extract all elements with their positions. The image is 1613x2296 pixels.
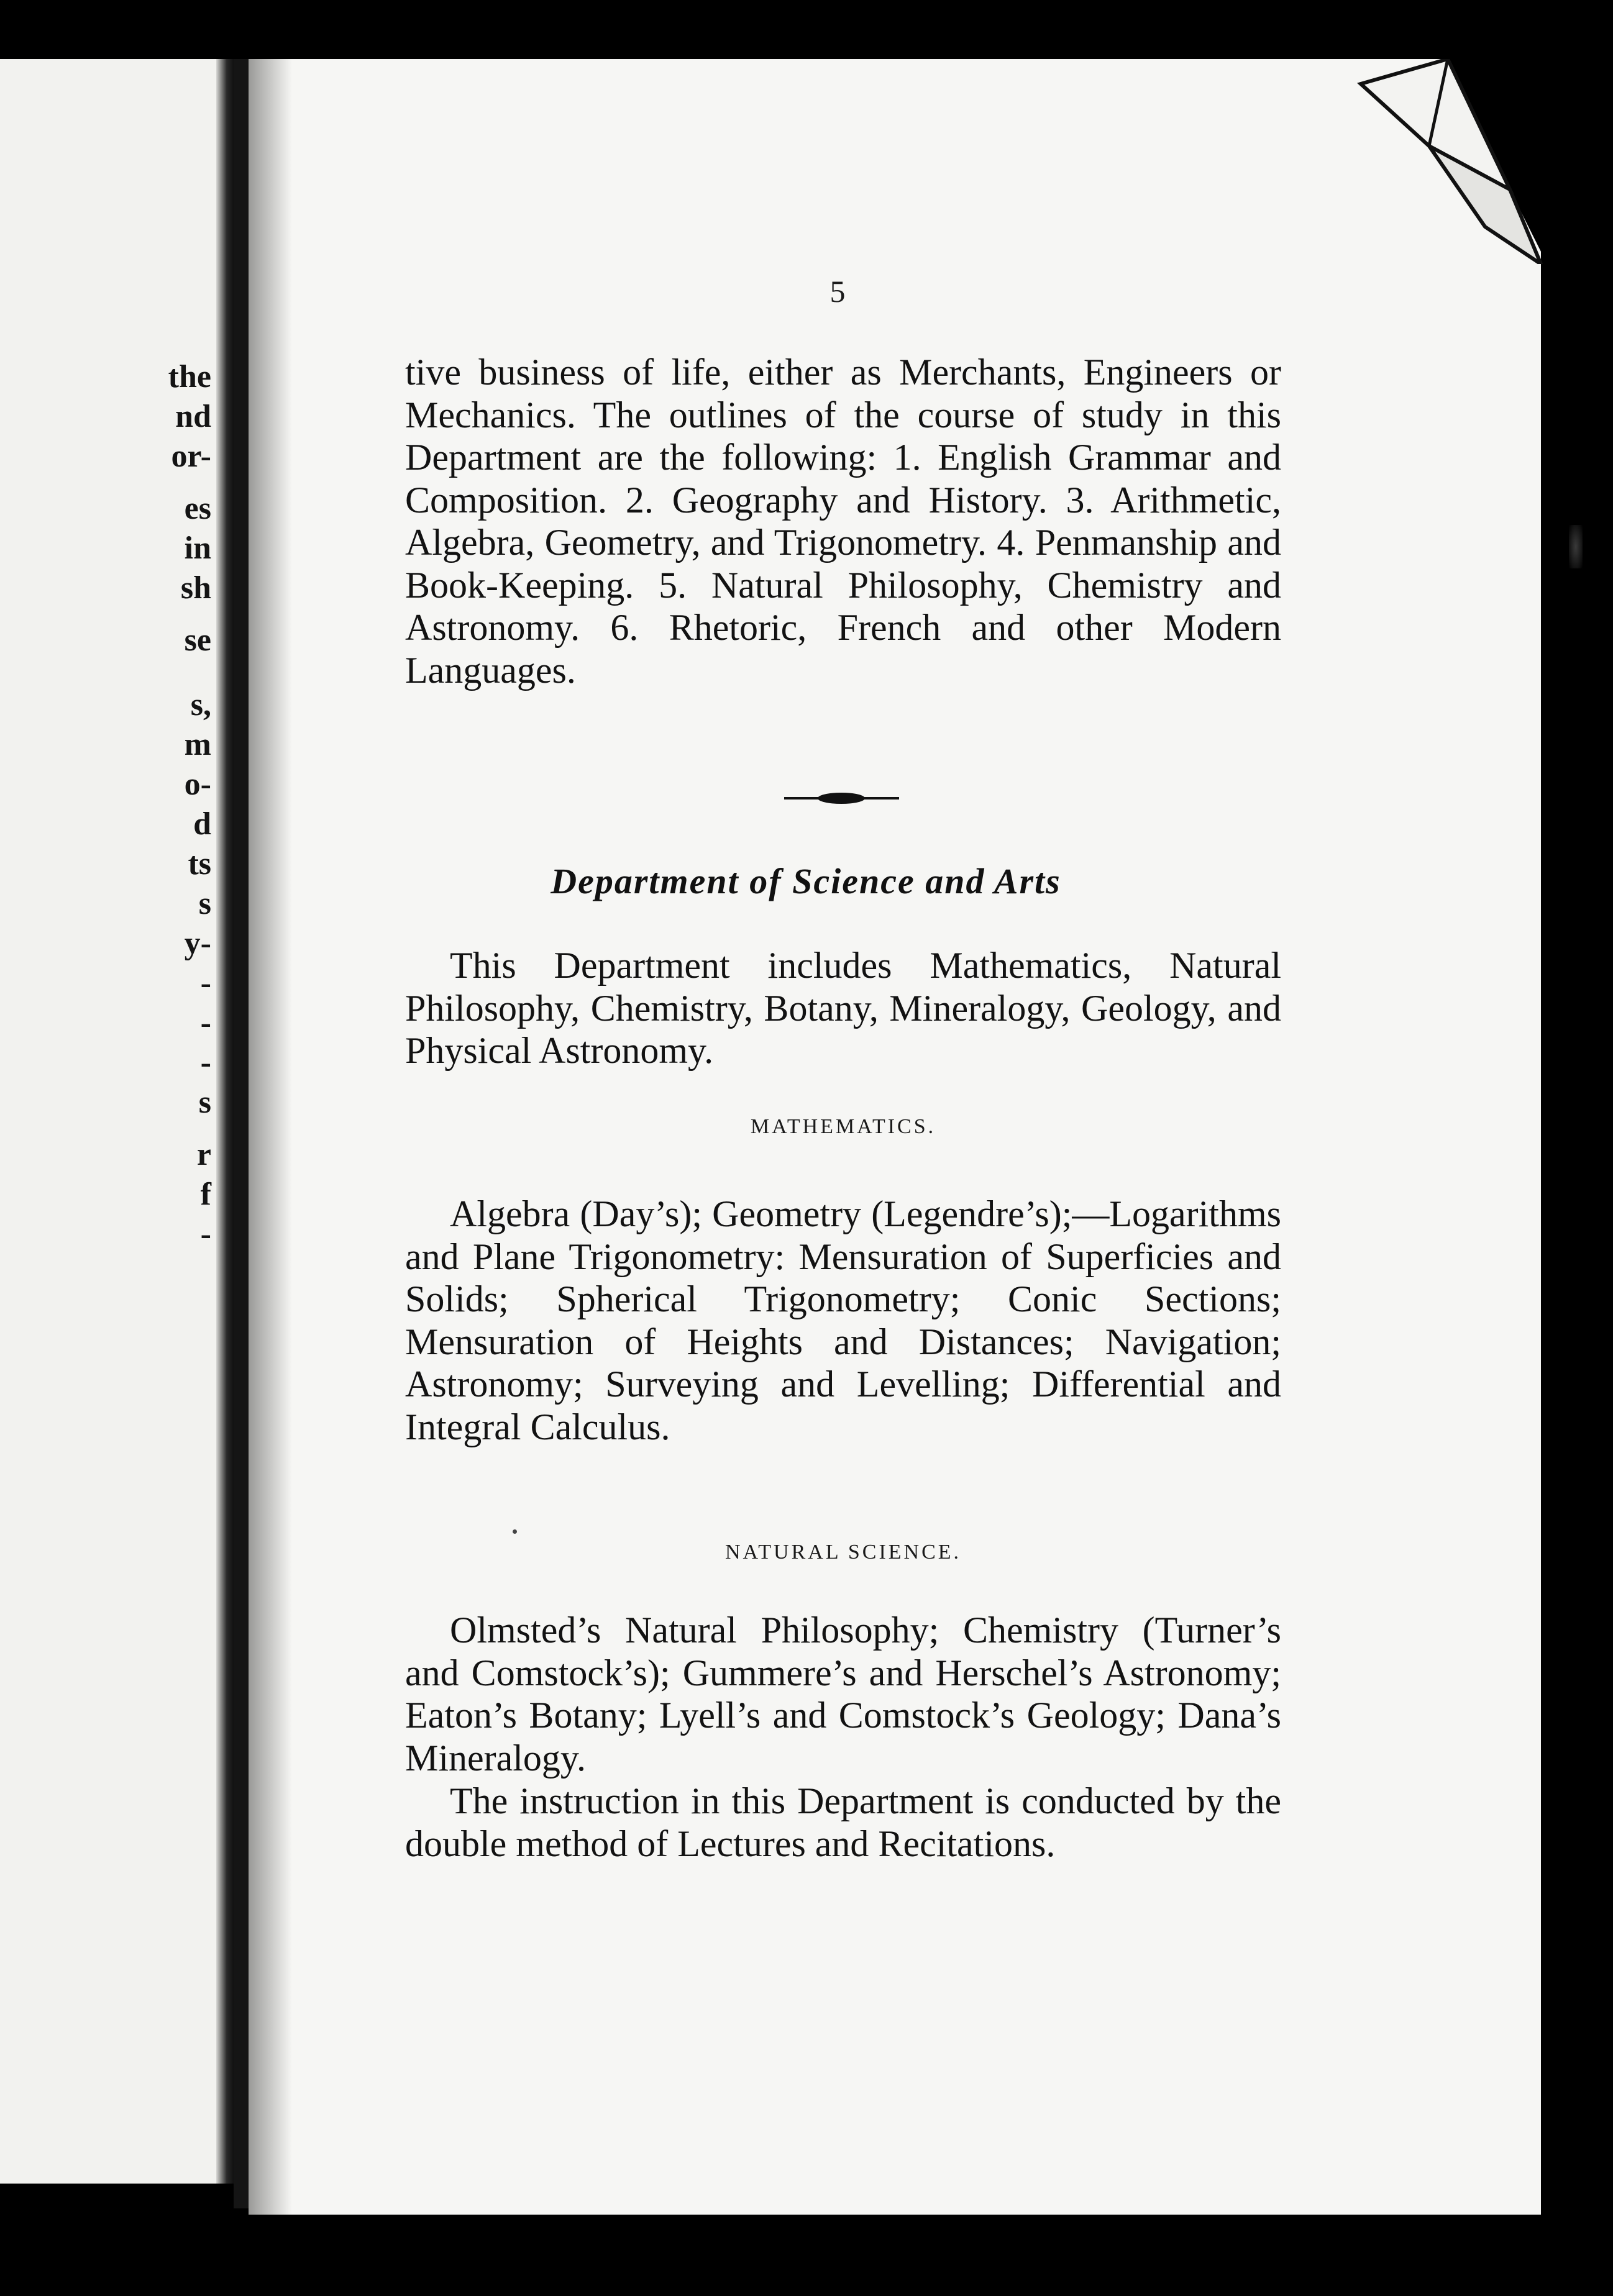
left-page-fragment: r [196, 1137, 211, 1172]
left-page-fragment: sh [180, 570, 211, 606]
gutter-shadow [249, 59, 292, 2215]
department-heading: Department of Science and Arts [551, 861, 1061, 901]
left-page-fragment: f [200, 1177, 211, 1212]
left-page-fragment: s [198, 1085, 211, 1120]
left-page-fragment: m [184, 727, 211, 762]
natural-science-paragraph: Olmsted’s Natural Philosophy; Chemistry (Turner’s and Comstock’s); Gummere’s and Herschel’s Astronomy; Eaton’s Botany; Lyell’s and Comstock’s Geology; Dana’s Mineralogy. [405, 1610, 1281, 1779]
left-page-fragment: - [200, 1216, 211, 1252]
left-page-fragment: ts [188, 846, 211, 882]
left-page-fragment: the [168, 359, 211, 394]
edge-smudge [1569, 525, 1583, 568]
left-page-fragment [0, 673, 211, 685]
folded-corner-icon [1355, 59, 1547, 264]
department-paragraph: This Department includes Mathematics, Natural Philosophy, Chemistry, Botany, Mineralogy, Geology, and Physical Astronomy. [405, 945, 1281, 1071]
left-page-fragment: s, [190, 687, 211, 722]
left-page-fragment: - [200, 1045, 211, 1080]
ink-speck [513, 1529, 517, 1534]
left-page-fragment: d [193, 806, 211, 842]
left-page-edge [216, 59, 234, 2184]
left-page-fragment: nd [175, 399, 211, 434]
intro-paragraph: tive business of life, either as Merchants, Engineers or Mechanics. The outlines of the course of study in this Department are the following: 1. English Grammar and Composition. 2. Geography and History. 3. Arithmetic, Algebra, Geometry, and Trigonometry. 4. Penmanship and Book-Keeping. 5. Natural Philosophy, Chemistry and Astronomy. 6. Rhetoric, French and other Modern Languages. [405, 352, 1281, 691]
left-page-text-fragments [0, 357, 211, 1254]
mathematics-paragraph: Algebra (Day’s); Geometry (Legendre’s);—Logarithms and Plane Trigonometry: Mensuration of Superficies and Solids; Spherical Trigonometry; Conic Sections; Mensuration of Heights and Distances; Navigation; Astronomy; Surveying and Levelling; Differential and Integral Calculus. [405, 1193, 1281, 1447]
left-page-fragment [0, 660, 211, 673]
left-page-fragment [0, 476, 211, 489]
left-page-fragment: - [200, 965, 211, 1001]
left-page-fragment: y- [184, 926, 211, 961]
left-page-fragment: se [184, 622, 211, 658]
left-page-fragment: - [200, 1005, 211, 1041]
left-page-fragment [0, 1123, 211, 1135]
natural-science-heading: NATURAL SCIENCE. [724, 1541, 962, 1564]
left-page-fragment: es [184, 491, 211, 526]
mathematics-heading: MATHEMATICS. [750, 1115, 936, 1138]
left-page-fragment: o- [184, 767, 211, 802]
left-page-fragment [0, 608, 211, 621]
left-page-fragment: s [198, 886, 211, 921]
ornament-divider-icon [784, 789, 899, 808]
left-page-fragment: in [184, 531, 211, 566]
page-number: 5 [829, 274, 846, 309]
left-page-fragment: or- [171, 439, 211, 474]
instruction-paragraph: The instruction in this Department is conducted by the double method of Lectures and Recitations. [405, 1780, 1281, 1864]
